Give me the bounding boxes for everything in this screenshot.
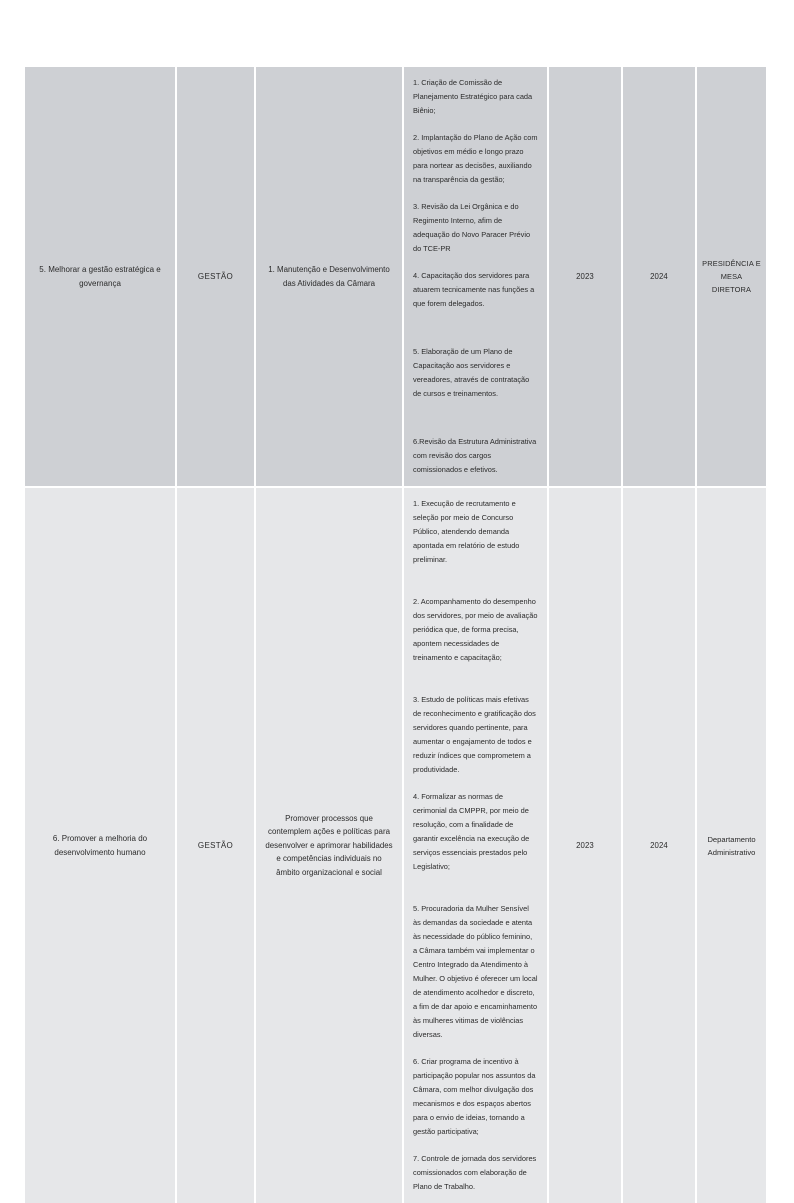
acao-item: 7. Controle de jornada dos servidores comissionados com elaboração de Plano de Trabalho. <box>413 1154 537 1191</box>
acao-item: 5. Elaboração de um Plano de Capacitação aos servidores e vereadores, através de contratação de cursos e treinamentos. <box>413 347 530 398</box>
acao-item: 1. Execução de recrutamento e seleção por meio de Concurso Público, atendendo demanda apontada em relatório de estudo preliminar. <box>413 499 520 564</box>
cell-area <box>177 488 256 1203</box>
cell-fim <box>623 488 697 1203</box>
table-row <box>25 488 766 1203</box>
area-text: GESTÃO <box>197 840 234 850</box>
cell-inicio <box>549 67 623 488</box>
cell-acoes <box>404 488 549 1203</box>
cell-fim <box>623 67 697 488</box>
programa-text: Promover processos que contemplem ações e políticas para desenvolver e aprimorar habilidades e competências individuais no âmbito organizacional e social <box>265 813 393 877</box>
cell-responsavel <box>697 488 766 1203</box>
area-text: GESTÃO <box>197 271 234 281</box>
cell-programa <box>256 67 404 488</box>
cell-responsavel <box>697 67 766 488</box>
acao-item: 4. Capacitação dos servidores para atuarem tecnicamente nas funções a que forem delegados. <box>413 271 535 308</box>
cell-inicio <box>549 488 623 1203</box>
acao-item: 2. Acompanhamento do desempenho dos servidores, por meio de avaliação periódica que, de forma precisa, apontem necessidades de treinamento e capacitação; <box>413 597 538 662</box>
acao-item: 3. Estudo de políticas mais efetivas de reconhecimento e gratificação dos servidores quando pertinente, para aumentar o engajamento de todos e reduzir índices que comprometem a produtividade. <box>413 695 536 774</box>
acoes-list <box>404 67 547 486</box>
fim-text: 2024 <box>650 271 668 281</box>
inicio-text: 2023 <box>576 840 594 850</box>
cell-objetivo <box>25 67 177 488</box>
strategic-plan-table <box>25 67 766 1203</box>
cell-area <box>177 67 256 488</box>
cell-programa <box>256 488 404 1203</box>
inicio-text: 2023 <box>576 271 594 281</box>
programa-text: 1. Manutenção e Desenvolvimento das Atividades da Câmara <box>268 265 390 288</box>
acao-item: 6. Criar programa de incentivo à participação popular nos assuntos da Câmara, com melhor divulgação dos mecanismos e dos espaços abertos para o envio de ideias, tornando a gestão participativa; <box>413 1057 536 1136</box>
objetivo-text: 6. Promover a melhoria do desenvolvimento humano <box>52 833 148 857</box>
acao-item: 5. Procuradoria da Mulher Sensível às demandas da sociedade e atenta às necessidade do público feminino, a Câmara também vai implementar o Centro Integrado da Atendimento à Mulher. O objetivo é oferecer um local de atendimento acolhedor e discreto, a fim de dar apoio e encaminhamento às mulheres vitimas de violências diversas. <box>413 904 538 1039</box>
acao-item: 6.Revisão da Estrutura Administrativa com revisão dos cargos comissionados e efetivos. <box>413 437 537 474</box>
cell-acoes <box>404 67 549 488</box>
responsavel-text: PRESIDÊNCIA E MESA DIRETORA <box>702 259 761 294</box>
table-row <box>25 67 766 488</box>
acao-item: 4. Formalizar as normas de cerimonial da CMPPR, por meio de resolução, com a finalidade de garantir excelência na execução de serviços essenciais prestados pelo Legislativo; <box>413 792 530 871</box>
fim-text: 2024 <box>650 840 668 850</box>
acao-item: 3. Revisão da Lei Orgânica e do Regimento Interno, afim de adequação do Novo Paracer Prévio do TCE-PR <box>413 202 531 253</box>
acao-item: 1. Criação de Comissão de Planejamento Estratégico para cada Biênio; <box>413 78 533 115</box>
acao-item: 2. Implantação do Plano de Ação com objetivos em médio e longo prazo para nortear as decisões, auxiliando na transparência da gestão; <box>413 133 538 184</box>
cell-objetivo <box>25 488 177 1203</box>
objetivo-text: 5. Melhorar a gestão estratégica e governança <box>39 264 161 288</box>
acoes-list <box>404 488 547 1203</box>
responsavel-text: Departamento Administrativo <box>707 834 756 857</box>
